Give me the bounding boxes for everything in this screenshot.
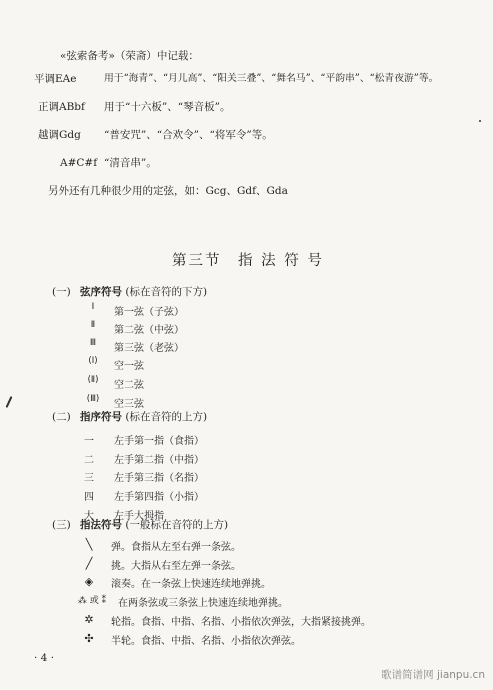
- pluck-in-text: 挑。大指从右至左弹一条弦。: [111, 561, 241, 572]
- finger-two-symbol: 二: [84, 455, 94, 466]
- half-wheel-symbol: ✣: [84, 632, 94, 645]
- part3-header: [52, 518, 228, 532]
- finger-three-symbol: 三: [84, 473, 94, 484]
- intro-line1: «弦索备考»（荣斋）中记载：: [60, 50, 199, 62]
- part2-header: [52, 410, 207, 424]
- string-one-symbol: Ⅰ: [91, 302, 95, 312]
- watermark: 歌谱简谱网 jianpu.cn: [381, 669, 485, 681]
- string-two-text: 第二弦（中弦）: [114, 325, 184, 336]
- intro-row2-label: 正调ABbf: [38, 101, 85, 113]
- open-string-one-symbol: (Ⅰ): [88, 356, 98, 366]
- string-one-text: 第一弦（子弦）: [114, 307, 184, 318]
- intro-row3-label: 越调Gdg: [38, 129, 81, 141]
- part1-header: [52, 285, 207, 299]
- part2-num: (二): [52, 411, 71, 423]
- finger-four-text: 左手第四指（小指）: [114, 492, 204, 503]
- part3-heading: 指法符号: [80, 519, 123, 531]
- pluck-out-symbol: ╲: [85, 538, 93, 551]
- intro-other: 另外还有几种很少用的定弦，如：Gcg、Gdf、Gda: [48, 185, 288, 197]
- half-wheel-text: 半轮。食指、中指、名指、小指依次弹弦。: [111, 636, 301, 647]
- part3-num: (三): [52, 519, 71, 531]
- intro-row4-text: “清音串”。: [104, 157, 157, 169]
- finger-three-text: 左手第三指（名指）: [114, 473, 204, 484]
- part2-heading: 指序符号: [80, 411, 123, 423]
- page-number: · 4 ·: [34, 652, 55, 664]
- multi-string-tremolo-text: 在两条弦或三条弦上快速连续地弹挑。: [118, 598, 288, 609]
- finger-two-text: 左手第二指（中指）: [114, 455, 204, 466]
- open-string-two-text: 空二弦: [114, 380, 144, 391]
- part3-note: (一般标在音符的上方): [125, 519, 229, 531]
- string-two-symbol: Ⅱ: [90, 320, 96, 330]
- finger-one-text: 左手第一指（食指）: [114, 436, 204, 447]
- intro-row1-label: 平调EAe: [34, 73, 77, 85]
- wheel-finger-symbol: ✲: [84, 613, 94, 626]
- scan-mark: [6, 396, 13, 408]
- open-string-three-text: 空三弦: [114, 399, 144, 410]
- thumb-text: 左手大拇指: [114, 511, 164, 522]
- intro-row4-label: A#C#f: [60, 157, 98, 169]
- scan-dot: [479, 120, 481, 122]
- part1-heading: 弦序符号: [80, 286, 123, 298]
- tremolo-text: 滚奏。在一条弦上快速连续地弹挑。: [111, 579, 271, 590]
- open-string-three-symbol: (Ⅲ): [86, 394, 100, 404]
- tremolo-symbol: ◈: [84, 575, 94, 588]
- multi-string-tremolo-symbol: ⁂ 或 ⁑: [77, 596, 107, 606]
- part1-note: (标在音符的下方): [125, 286, 208, 298]
- pluck-out-text: 弹。食指从左至右弹一条弦。: [111, 542, 241, 553]
- intro-row1-text: 用于“海青”、“月儿高”、“阳关三叠”、“舞名马”、“平韵串”、“松青夜游”等。: [104, 73, 439, 84]
- section-title: 第三节 指 法 符 号: [172, 253, 324, 269]
- string-three-text: 第三弦（老弦）: [114, 343, 184, 354]
- wheel-finger-text: 轮指。食指、中指、名指、小指依次弹弦，大指紧接挑弹。: [111, 617, 371, 628]
- open-string-two-symbol: (Ⅱ): [87, 375, 99, 385]
- part2-note: (标在音符的上方): [125, 411, 208, 423]
- thumb-symbol: 大: [84, 511, 94, 522]
- intro-row2-text: 用于“十六板”、“琴音板”。: [104, 101, 231, 113]
- string-three-symbol: Ⅲ: [89, 338, 97, 348]
- finger-one-symbol: 一: [84, 436, 94, 447]
- open-string-one-text: 空一弦: [114, 361, 144, 372]
- part1-num: (一): [52, 286, 71, 298]
- finger-four-symbol: 四: [84, 492, 94, 503]
- intro-row3-text: “普安咒”、“合欢令”、“将军令”等。: [104, 129, 273, 141]
- pluck-in-symbol: ╱: [85, 557, 93, 570]
